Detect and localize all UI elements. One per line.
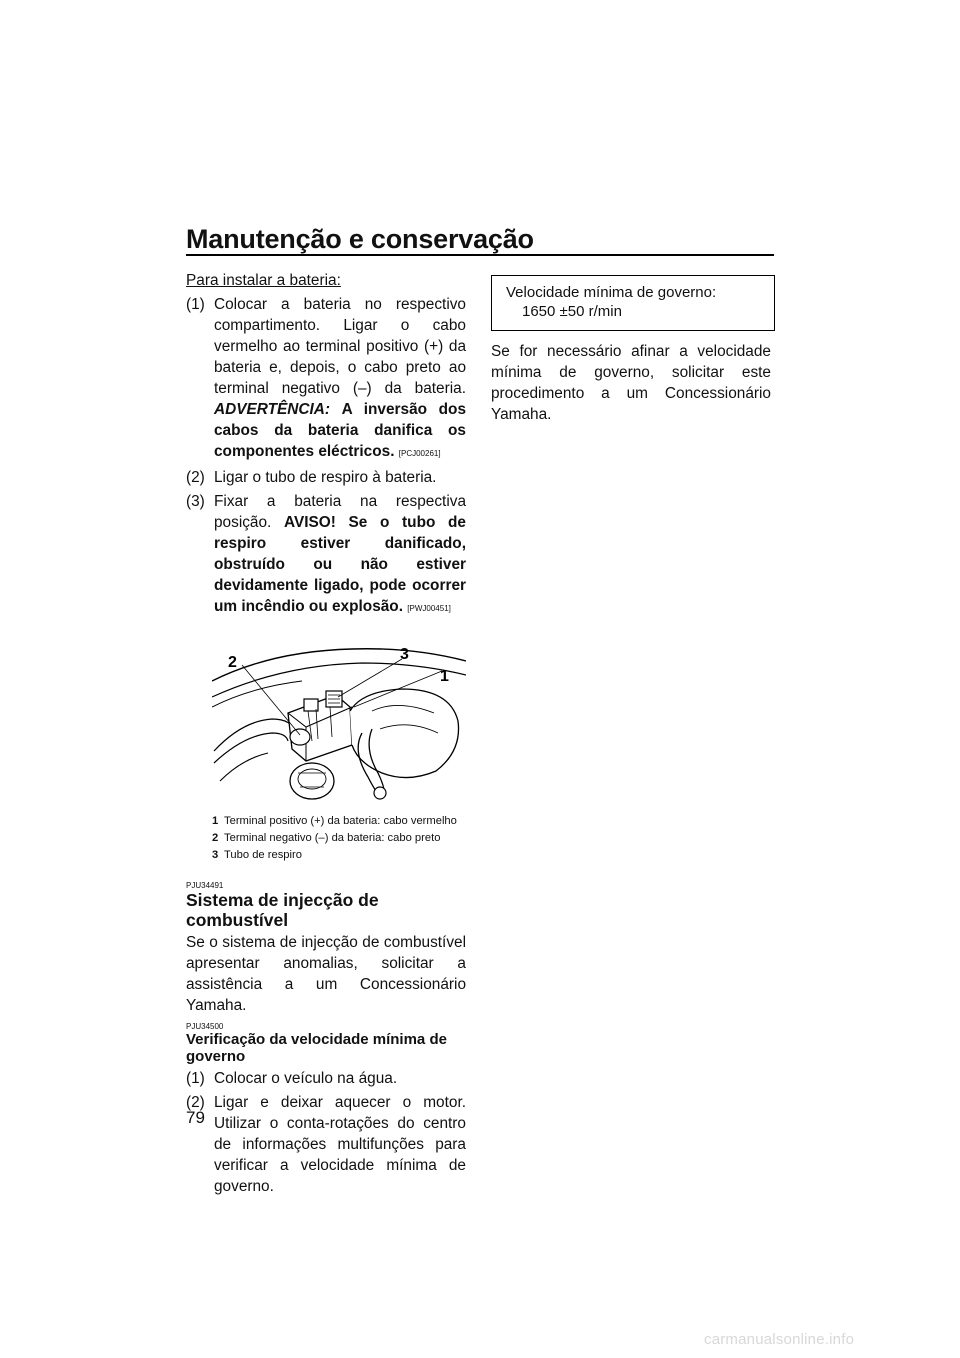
figure-callouts	[212, 813, 466, 863]
left-column	[186, 270, 466, 1197]
page-number: 79	[186, 1108, 205, 1127]
fuel-injection-ref-code: PJU34491	[186, 881, 224, 890]
caution-label: ADVERTÊNCIA:	[214, 401, 331, 418]
fuel-injection-heading: Sistema de injecção de combustível	[186, 890, 379, 930]
step-number: (2)	[186, 1094, 205, 1111]
watermark: carmanualsonline.info	[704, 1331, 855, 1348]
battery-step-2	[186, 467, 466, 488]
idle-adjust-text: Se for necessário afinar a velocidade mínima de governo, solicitar este procedimento a um Concessionário Yamaha.	[491, 343, 771, 423]
idle-step-1-text: Colocar o veículo na água.	[214, 1070, 398, 1087]
battery-step-1	[186, 294, 466, 464]
spec-label: Velocidade mínima de governo:	[506, 284, 717, 301]
step-text	[214, 491, 466, 619]
callout-number: 1	[212, 815, 219, 827]
spec-value: 1650 ±50 r/min	[522, 303, 622, 320]
spec-box	[491, 275, 775, 331]
right-column	[491, 275, 771, 425]
step-text	[214, 294, 466, 464]
callout-item	[212, 813, 466, 829]
callout-number: 3	[212, 849, 219, 861]
step-number: (3)	[186, 493, 205, 510]
figure-label-2: 2	[228, 654, 237, 671]
battery-step-3	[186, 491, 466, 619]
idle-check-heading: Verificação da velocidade mínima de governo	[186, 1031, 447, 1065]
fuel-injection-text: Se o sistema de injecção de combustível apresentar anomalias, solicitar a assistência a um Concessionário Yamaha.	[186, 934, 466, 1014]
callout-text: Tubo de respiro	[224, 849, 302, 861]
figure-label-3: 3	[400, 646, 409, 663]
title-rule	[186, 254, 774, 256]
page-title: Manutenção e conservação	[186, 224, 534, 254]
battery-drawing	[212, 641, 466, 801]
idle-step-2-text: Ligar e deixar aquecer o motor. Utilizar o conta-rotações do centro de informações multifunções para verificar a velocidade mínima de governo.	[214, 1094, 466, 1195]
caution-text: A inversão dos cabos da bateria danifica os componentes eléctricos.	[214, 401, 466, 460]
step-number: (2)	[186, 469, 205, 486]
warning-code: [PWJ00451]	[407, 604, 451, 613]
step-number: (1)	[186, 296, 205, 313]
step-3-text: Fixar a bateria na respectiva posição.	[214, 493, 466, 531]
callout-item	[212, 847, 466, 863]
battery-illustration	[212, 641, 466, 801]
callout-item	[212, 830, 466, 846]
figure-label-1: 1	[440, 668, 449, 685]
step-number: (1)	[186, 1070, 205, 1087]
callout-text: Terminal positivo (+) da bateria: cabo vermelho	[224, 815, 457, 827]
idle-check-ref-code: PJU34500	[186, 1022, 224, 1031]
step-1-text: Colocar a bateria no respectivo compartimento. Ligar o cabo vermelho ao terminal positivo (+) da bateria e, depois, o cabo preto ao terminal negativo (–) da bateria.	[214, 296, 466, 397]
callout-text: Terminal negativo (–) da bateria: cabo preto	[224, 832, 441, 844]
idle-step-1	[186, 1068, 466, 1089]
battery-install-subheading: Para instalar a bateria:	[186, 272, 341, 289]
warning-text: AVISO! Se o tubo de respiro estiver danificado, obstruído ou não estiver devidamente ligado, pode ocorrer um incêndio ou explosão.	[214, 514, 466, 615]
step-2-text: Ligar o tubo de respiro à bateria.	[214, 469, 437, 486]
callout-number: 2	[212, 832, 219, 844]
caution-code: [PCJ00261]	[398, 449, 441, 458]
idle-step-2	[186, 1092, 466, 1197]
